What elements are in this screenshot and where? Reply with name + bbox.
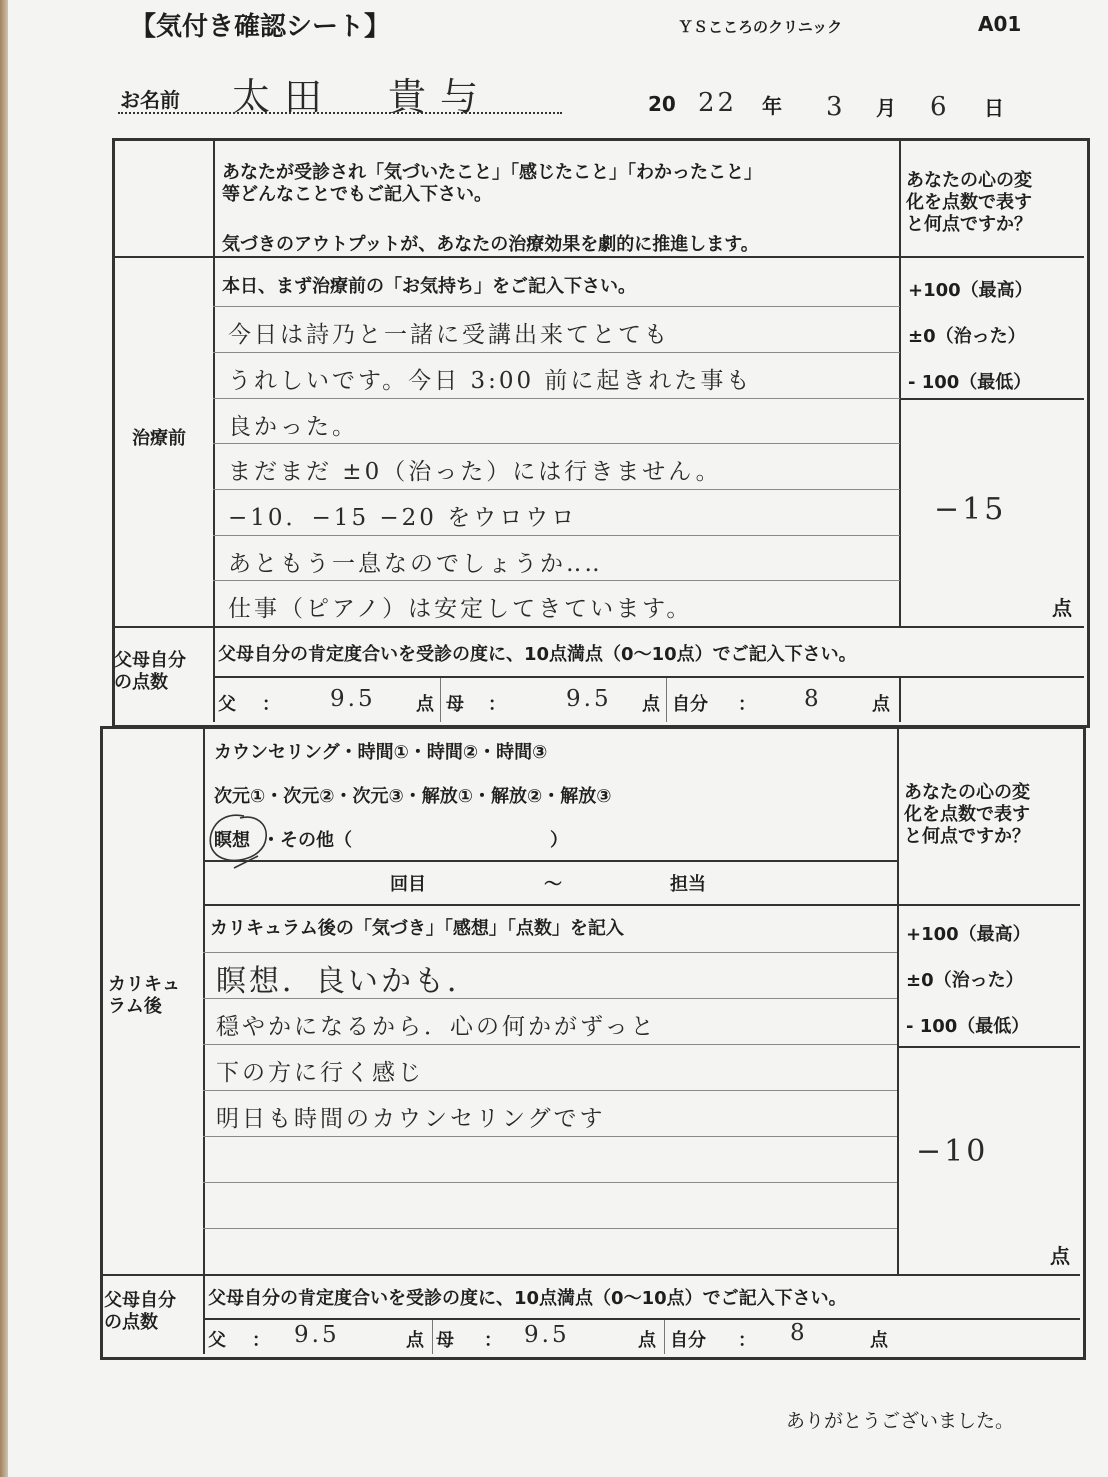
year-label: 年	[762, 94, 782, 118]
before-line-6[interactable]: あともう一息なのでしょうか‥‥	[228, 551, 603, 577]
curriculum-options-line-2: 次元①・次元②・次元③・解放①・解放②・解放③	[214, 786, 612, 807]
curriculum-scale-low: - 100（最低）	[906, 1016, 1030, 1037]
name-label: お名前	[120, 88, 180, 112]
parents1-self-label: 自分	[672, 694, 708, 715]
before-scale-zero: ±0（治った）	[908, 326, 1026, 347]
sheet-title: 【気付き確認シート】	[130, 12, 391, 42]
month-label: 月	[876, 96, 896, 120]
thanks-text: ありがとうございました。	[786, 1410, 1015, 1432]
parents2-self-colon: ：	[738, 1330, 756, 1351]
before-score-unit: 点	[1052, 596, 1072, 620]
parents1-father-unit: 点	[416, 694, 434, 715]
curriculum-line-2[interactable]: 穏やかになるから．心の何かがずっと	[216, 1014, 657, 1040]
before-line-3[interactable]: 良かった。	[228, 414, 358, 440]
curriculum-options-line-1: カウンセリング・時間①・時間②・時間③	[214, 742, 548, 763]
parents2-self-unit: 点	[870, 1330, 888, 1351]
curriculum-score-unit: 点	[1050, 1244, 1070, 1268]
before-line-2[interactable]: うれしいです。今日 3:00 前に起きれた事も	[228, 368, 753, 394]
parents2-father-label: 父	[208, 1330, 226, 1351]
parents1-self-colon: ：	[738, 694, 756, 715]
before-line-7[interactable]: 仕事（ピアノ）は安定してきています。	[228, 596, 693, 622]
curriculum-line-3[interactable]: 下の方に行く感じ	[216, 1060, 424, 1086]
intro-line-2: 等どんなことでもご記入下さい。	[222, 184, 492, 205]
sheet-code: A01	[978, 12, 1022, 36]
before-scale-low: - 100（最低）	[908, 372, 1032, 393]
intro-line-1: あなたが受診され「気づいたこと」「感じたこと」「わかったこと」	[222, 162, 762, 183]
parents2-mother-colon: ：	[484, 1330, 502, 1351]
score-question-1: あなたの心の変 化を点数で表す と何点ですか？	[906, 170, 1032, 235]
name-value[interactable]: 太田 貴与	[232, 75, 493, 119]
year-prefix: 20	[648, 92, 676, 116]
session-tilde: 〜	[544, 874, 562, 895]
parents1-mother-value[interactable]: 9.5	[566, 686, 612, 712]
before-prompt: 本日、まず治療前の「お気持ち」をご記入下さい。	[222, 276, 636, 297]
curriculum-scale-zero: ±0（治った）	[906, 970, 1024, 991]
parents2-father-unit: 点	[406, 1330, 424, 1351]
parents1-instruction: 父母自分の肯定度合いを受診の度に、10点満点（0〜10点）でご記入下さい。	[218, 644, 857, 665]
parents1-father-colon: ：	[262, 694, 280, 715]
month-value[interactable]: 3	[826, 92, 846, 122]
curriculum-line-4[interactable]: 明日も時間のカウンセリングです	[216, 1106, 606, 1132]
parents1-mother-unit: 点	[642, 694, 660, 715]
curriculum-options-line-3: ・その他（ ）	[262, 830, 568, 851]
curriculum-score-value[interactable]: −10	[916, 1134, 989, 1169]
before-score-value[interactable]: −15	[934, 492, 1007, 527]
parents1-father-label: 父	[218, 694, 236, 715]
table-edge-background	[0, 0, 8, 1477]
curriculum-line-1[interactable]: 瞑想．良いかも．	[216, 964, 480, 999]
name-underline	[118, 112, 562, 114]
parents2-instruction: 父母自分の肯定度合いを受診の度に、10点満点（0〜10点）でご記入下さい。	[208, 1288, 847, 1309]
curriculum-section-label: カリキュ ラム後	[108, 974, 180, 1017]
parents1-self-unit: 点	[872, 694, 890, 715]
intro-line-3: 気づきのアウトプットが、あなたの治療効果を劇的に推進します。	[222, 234, 759, 255]
curriculum-prompt: カリキュラム後の「気づき」「感想」「点数」を記入	[210, 918, 624, 939]
meditation-option-circled[interactable]: 瞑想	[214, 830, 250, 851]
parents1-self-value[interactable]: 8	[804, 686, 822, 712]
before-line-4[interactable]: まだまだ ±0（治った）には行きません。	[228, 459, 722, 485]
parents2-self-value[interactable]: 8	[790, 1320, 808, 1346]
session-label: 回目	[390, 874, 426, 895]
parents2-section-label: 父母自分 の点数	[104, 1290, 176, 1333]
staff-label: 担当	[670, 874, 706, 895]
score-question-2: あなたの心の変 化を点数で表す と何点ですか？	[904, 782, 1030, 847]
parents1-section-label: 父母自分 の点数	[114, 650, 186, 693]
parents2-father-value[interactable]: 9.5	[294, 1322, 340, 1348]
before-line-5[interactable]: −10．−15 −20 をウロウロ	[228, 505, 578, 531]
before-section-label: 治療前	[132, 428, 186, 449]
day-label: 日	[984, 96, 1004, 120]
parents1-mother-label: 母	[446, 694, 464, 715]
parents2-self-label: 自分	[670, 1330, 706, 1351]
parents1-mother-colon: ：	[488, 694, 506, 715]
curriculum-scale-high: +100（最高）	[906, 924, 1031, 945]
parents2-mother-label: 母	[436, 1330, 454, 1351]
parents2-mother-value[interactable]: 9.5	[524, 1322, 570, 1348]
parents2-father-colon: ：	[252, 1330, 270, 1351]
before-scale-high: +100（最高）	[908, 280, 1033, 301]
clinic-name: ＹＳこころのクリニック	[678, 18, 843, 36]
parents1-father-value[interactable]: 9.5	[330, 686, 376, 712]
before-line-1[interactable]: 今日は詩乃と一諸に受講出来てとても	[228, 322, 670, 348]
day-value[interactable]: 6	[930, 92, 950, 122]
parents2-mother-unit: 点	[638, 1330, 656, 1351]
year-value[interactable]: 22	[698, 88, 738, 118]
